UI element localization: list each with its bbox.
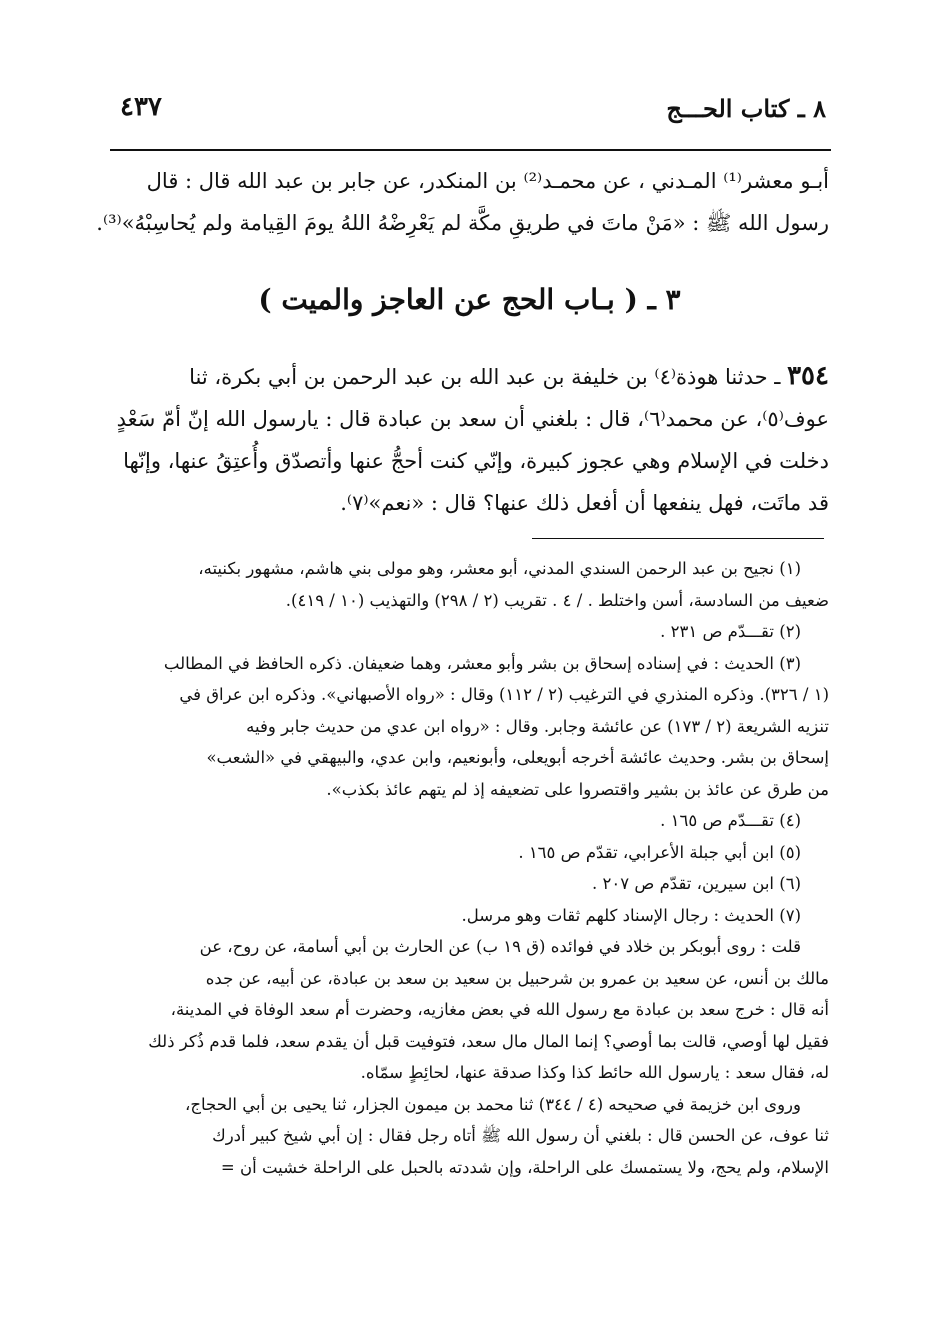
text-line (110, 355, 829, 398)
text-line: قد ماتَت، فهل ينفعها أن أفعل ذلك عنها؟ قال : «نعم»⁽٧⁾. (340, 491, 829, 515)
footnote-line: أنه قال : خرج سعد بن عبادة مع رسول الله في بعض مغازيه، وحضرت أم سعد الوفاة في المدينة، (170, 1000, 829, 1019)
footnote-line: ضعيف من السادسة، أسن واختلط . / ٤ . تقريب (٢ / ٢٩٨) والتهذيب (١٠ / ٤١٩). (285, 590, 829, 610)
footnote-line: الإسلام، ولم يحج، ولا يستمسك على الراحلة، وإن شددته بالحبل على الراحلة خشيت أن = (220, 1157, 829, 1177)
footnote-line: (٥) ابن أبي جبلة الأعرابي، تقدّم ص ١٦٥ . (518, 842, 801, 862)
footnote-line: (٧) الحديث : رجال الإسناد كلهم ثقات وهو مرسل. (461, 905, 801, 925)
footnote-line: (١ / ٣٢٦). وذكره المنذري في الترغيب (٢ / ١١٢) وقال : «رواه الأصبهاني». وذكره ابن عراق في (179, 685, 829, 704)
page-header (120, 92, 826, 136)
header-rule (110, 149, 831, 151)
footnote-line: (٤) تقـــدّم ص ١٦٥ . (660, 811, 801, 830)
footnote-line: تنزيه الشريعة (٢ / ١٧٣) عن عائشة وجابر. وقال : «رواه ابن عدي من حديث جابر وفيه (246, 716, 829, 736)
footnote-line: له، فقال سعد : يارسول الله حائط كذا وكذا صدقة عنها، لحائِطٍ سمّاه. (360, 1063, 829, 1082)
footnote-line: مالك بن أنس، عن سعيد بن عمرو بن شرحبيل بن سعيد بن سعد بن عبادة، عن أبيه، عن جده (205, 968, 829, 988)
footnote-line: وروى ابن خزيمة في صحيحه (٤ / ٣٤٤) ثنا محمد بن ميمون الجزار، ثنا يحيى بن أبي الحجاج، (185, 1094, 801, 1114)
footnote-line: (١) نجيح بن عبد الرحمن السندي المدني، أبو معشر، وهو مولى بني هاشم، مشهور بكنيته، (198, 559, 801, 578)
footnote-line: ثنا عوف، عن الحسن قال : بلغني أن رسول الله ﷺ أتاه رجل فقال : إن أبي شيخ كبير أدرك (212, 1126, 829, 1145)
text-line: عوف⁽٥⁾، عن محمد⁽٦⁾، قال : بلغني أن سعد بن عبادة قال : يارسول الله إنّ أمّ سَعْدٍ (116, 407, 829, 431)
text-line: دخلت في الإسلام وهي عجوز كبيرة، وإنّي كنت أحجُّ عنها وأتصدّق وأُعتِقُ عنها، وإنّها (123, 449, 829, 473)
footnote-line: قلت : روى أبوبكر بن خلاد في فوائده (ق ١٩ ب) عن الحارث بن أبي أسامة، عن روح، عن (199, 937, 801, 956)
running-chapter-title: ٨ ـ كتاب الحـــج (666, 94, 826, 123)
section-heading: ٣ ـ ( بـاب الحج عن العاجز والميت ) (258, 283, 681, 316)
footnotes (110, 553, 829, 1183)
footnote-line: إسحاق بن بشر. وحديث عائشة أخرجه أبويعلى، وأبونعيم، وابن عدي، والبيهقي في «الشعب» (206, 748, 829, 767)
hadith-line-text: ـ حدثنا هوذة⁽٤⁾ بن خليفة بن عبد الله بن عبد الرحمن بن أبي بكرة، ثنا (189, 365, 781, 389)
page-number: ٤٣٧ (120, 92, 162, 122)
footnote-line: (٦) ابن سيرين، تقدّم ص ٢٠٧ . (592, 874, 801, 893)
paragraph-continuation (96, 160, 829, 244)
text-line: رسول الله ﷺ : «مَنْ ماتَ في طريقِ مكَّة لم يَعْرِضْهُ اللهُ يومَ القِيامة ولم يُحاسِبْهُ»⁽³⁾. (96, 211, 829, 235)
hadith-paragraph (110, 355, 829, 524)
footnote-line: (٢) تقـــدّم ص ٢٣١ . (660, 622, 801, 641)
footnote-line: (٣) الحديث : في إسناده إسحاق بن بشر وأبو معشر، وهما ضعيفان. ذكره الحافظ في المطالب (163, 653, 801, 673)
text-line: أبـو معشر⁽¹⁾ المـدني ، عن محمـد⁽²⁾ بن المنكدر، عن جابر بن عبد الله قال : قال (146, 169, 829, 193)
footnote-line: من طرق عن عائذ بن بشير واقتصروا على تضعيفه إذ لم يتهم عائذ بكذب». (326, 779, 829, 799)
hadith-number: ٣٥٤ (787, 361, 829, 391)
footnote-separator (532, 538, 824, 539)
footnote-line: فقيل لها أوصي، قالت بما أوصي؟ إنما المال مال سعد، فتوفيت قبل أن يقدم سعد، فلما قدم ذُكر ذلك (148, 1031, 829, 1051)
